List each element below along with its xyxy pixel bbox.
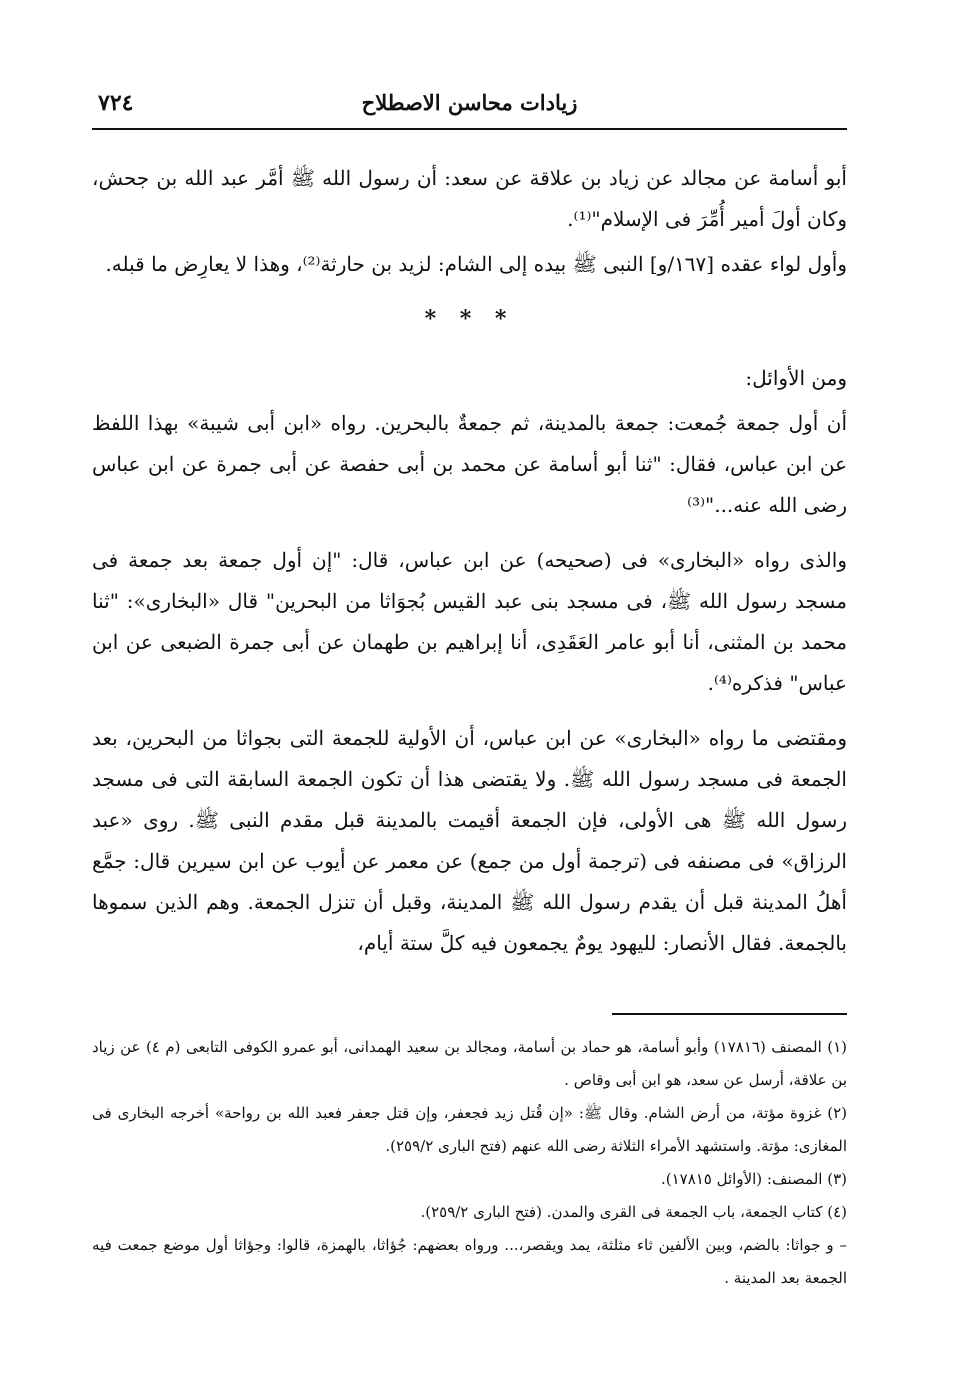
header-rule — [92, 128, 847, 130]
footnote-2: (٢) غزوة مؤتة، من أرض الشام. وقال ﷺ: «إن قُتل زيد فجعفر، وإن قتل جعفر فعبد الله بن رواحة» أخرجه البخارى فى المغازى: مؤتة. واستشهد الأمراء الثلاثة رضى الله عنهم (فتح البارى ٢٥٩/٢). — [92, 1104, 847, 1155]
paragraph-3: ومن الأوائل: — [745, 366, 847, 390]
footnote-1: (١) المصنف (١٧٨١٦) وأبو أسامة، هو حماد بن أسامة، ومجالد بن سعيد الهمدانى، أبو عمرو الكوفى التابعى (م ٤) عن زياد بن علاقة، أرسل عن سعد، هو ابن أبى وقاص . — [92, 1038, 847, 1089]
footnote-5: – و جواثا: بالضم، وبين الألفين ثاء مثلثة، يمد ويقصر،... ورواه بعضهم: جُؤاثا، بالهمزة، قالوا: وجؤاثا أول موضع جمعت فيه الجمعة بعد المدينة . — [92, 1236, 847, 1287]
body-text — [92, 158, 847, 978]
footnote-3: (٣) المصنف: (الأوائل ١٧٨١٥). — [660, 1170, 847, 1188]
document-page — [92, 78, 847, 1358]
header-title: زيادات محاسن الاصطلاح — [361, 90, 578, 115]
footnote-4: (٤) كتاب الجمعة، باب الجمعة فى القرى والمدن. (فتح البارى ٢٥٩/٢). — [420, 1203, 847, 1221]
running-header — [92, 78, 847, 122]
footnote-rule — [612, 1013, 847, 1015]
page-number: ٧٢٤ — [98, 90, 134, 116]
footnotes — [92, 1031, 847, 1295]
paragraph-6: ومقتضى ما رواه «البخارى» عن ابن عباس، أن الأولية للجمعة التى بجواثا من البحرين، بعد الجمعة فى مسجد رسول الله ﷺ. ولا يقتضى هذا أن تكون الجمعة السابقة التى فى مسجد رسول الله ﷺ هى الأولى، فإن الجمعة أقيمت بالمدينة قبل مقدم النبى ﷺ. روى «عبد الرزاق» فى مصنفه فى (ترجمة أول من جمع) عن معمر عن أيوب عن ابن سيرين قال: جمَّع أهلُ المدينة قبل أن يقدم رسول الله ﷺ المدينة، وقبل أن تنزل الجمعة. وهم الذين سموها بالجمعة. فقال الأنصار: لليهود يومٌ يجمعون فيه كلَّ ستة أيام، — [92, 726, 847, 955]
paragraph-2: وأول لواء عقده [١٦٧/و] النبى ﷺ بيده إلى الشام: لزيد بن حارثة⁽²⁾، وهذا لا يعارِض ما قبله. — [105, 252, 847, 276]
paragraph-5: والذى رواه «البخارى» فى (صحيحه) عن ابن عباس، قال: "إن أول جمعة بعد جمعة فى مسجد رسول الله ﷺ، فى مسجد بنى عبد القيس بُجوَاثا من البحرين" قال «البخارى»: "ثنا محمد بن المثنى، أنا أبو عامر العَقَدِى، أنا إبراهيم بن طهمان عن أبى جمرة الضبعى عن ابن عباس" فذكره⁽⁴⁾. — [92, 548, 847, 695]
paragraph-1: أبو أسامة عن مجالد عن زياد بن علاقة عن سعد: أن رسول الله ﷺ أمَّر عبد الله بن جحش، وكان أولَ أمير أُمِّرَ فى الإسلام"⁽¹⁾. — [92, 166, 847, 231]
section-separator: * * * — [424, 306, 515, 332]
paragraph-4: أن أول جمعة جُمعت: جمعة بالمدينة، ثم جمعةٌ بالبحرين. رواه «ابن أبى شيبة» بهذا اللفظ عن ابن عباس، فقال: "ثنا أبو أسامة عن محمد بن أبى حفصة عن أبى جمرة عن ابن عباس رضى الله عنه..."⁽³⁾ — [92, 411, 847, 517]
